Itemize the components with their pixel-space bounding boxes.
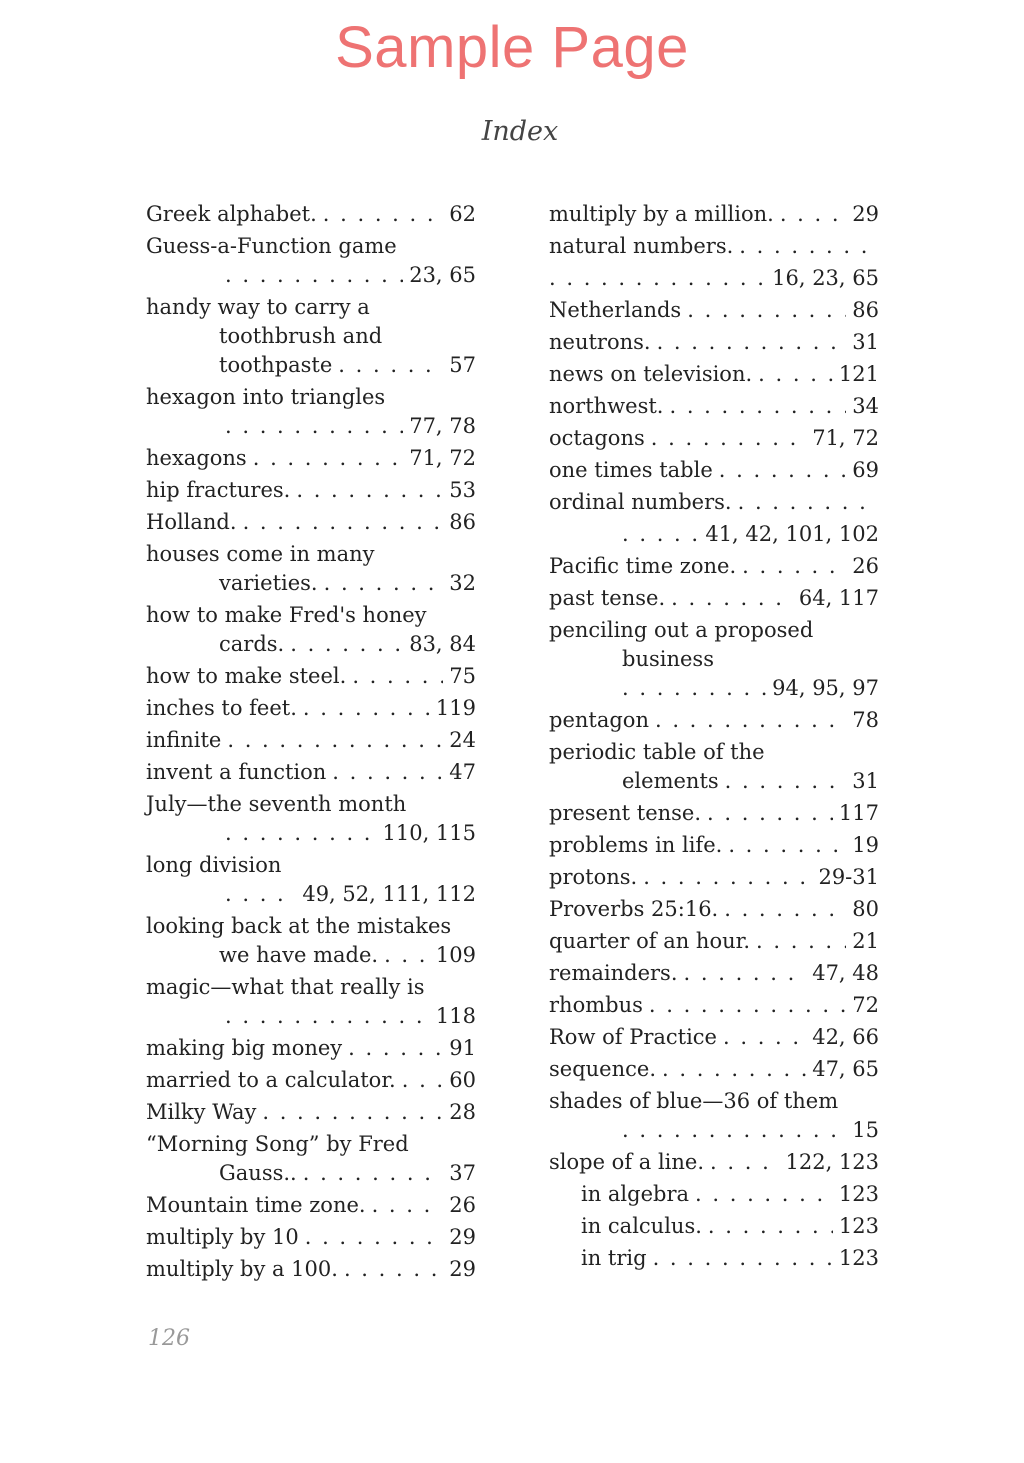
index-entry (146, 1221, 476, 1253)
index-entry (549, 989, 879, 1021)
entry-pages: 119 (435, 696, 476, 720)
entry-pages: 29 (852, 202, 879, 226)
entry-pages: 64, 117 (798, 586, 879, 610)
entry-term: one times table (549, 458, 713, 482)
entry-term: inches to feet. (146, 696, 297, 720)
entry-term-continued: varieties. (219, 571, 318, 595)
entry-term: hip fractures. (146, 478, 291, 502)
entry-pages: 34 (852, 394, 879, 418)
entry-term: natural numbers. (549, 234, 734, 258)
entry-term: protons. (549, 865, 638, 889)
entry-term: multiply by a 100. (146, 1257, 338, 1281)
entry-pages: 53 (449, 478, 476, 502)
entry-term-continued: we have made. (219, 943, 379, 967)
entry-term: houses come in many (146, 542, 375, 566)
entry-term: making big money (146, 1036, 343, 1060)
index-entry (146, 474, 476, 506)
index-entry (549, 614, 879, 704)
entry-pages: 26 (449, 1193, 476, 1217)
index-subentry (549, 1242, 879, 1274)
entry-term-continued: Gauss.. (219, 1161, 297, 1185)
entry-term: shades of blue—36 of them (549, 1089, 839, 1113)
entry-pages: 71, 72 (409, 446, 476, 470)
index-entry (146, 788, 476, 849)
entry-pages: 121 (838, 362, 879, 386)
index-entry (146, 1064, 476, 1096)
entry-term: pentagon (549, 708, 649, 732)
index-entry (146, 971, 476, 1032)
index-entry (146, 849, 476, 910)
index-subentry (549, 1178, 879, 1210)
entry-term: Holland. (146, 510, 237, 534)
entry-term-continued: elements (622, 769, 719, 793)
index-entry (549, 957, 879, 989)
entry-term-continued: toothbrush and (219, 324, 383, 348)
index-entry (549, 198, 879, 230)
entry-pages: 47, 48 (812, 961, 879, 985)
entry-pages: 71, 72 (812, 426, 879, 450)
entry-pages: 29 (449, 1225, 476, 1249)
entry-term: Netherlands (549, 298, 682, 322)
entry-pages: 26 (852, 554, 879, 578)
index-entry (549, 294, 879, 326)
entry-pages: 31 (852, 330, 879, 354)
entry-pages: 86 (449, 510, 476, 534)
index-entry (549, 1053, 879, 1085)
entry-pages: 28 (449, 1100, 476, 1124)
entry-pages: 123 (838, 1214, 879, 1238)
entry-pages: 47 (449, 760, 476, 784)
entry-term: rhombus (549, 993, 643, 1017)
entry-pages: 31 (852, 769, 879, 793)
entry-term: in calculus. (581, 1214, 702, 1238)
entry-term: penciling out a proposed (549, 618, 814, 642)
entry-pages: 123 (838, 1182, 879, 1206)
entry-term: how to make Fred's honey (146, 603, 427, 627)
index-entry (146, 442, 476, 474)
entry-pages: 94, 95, 97 (772, 676, 879, 700)
entry-term: hexagon into triangles (146, 385, 386, 409)
index-entry (146, 198, 476, 230)
entry-pages: 117 (838, 801, 879, 825)
entry-term: sequence. (549, 1057, 656, 1081)
index-entry (146, 506, 476, 538)
index-entry (549, 829, 879, 861)
index-entry (146, 1032, 476, 1064)
index-entry (549, 704, 879, 736)
entry-pages: 29 (449, 1257, 476, 1281)
index-entry (146, 1128, 476, 1189)
entry-term: northwest. (549, 394, 664, 418)
entry-pages: 86 (852, 298, 879, 322)
index-entry (549, 1146, 879, 1178)
entry-pages: 15 (852, 1118, 879, 1142)
entry-pages: 47, 65 (812, 1057, 879, 1081)
entry-pages: 62 (449, 202, 476, 226)
index-entry (146, 230, 476, 291)
entry-pages: 19 (852, 833, 879, 857)
entry-term: neutrons. (549, 330, 651, 354)
entry-pages: 118 (435, 1004, 476, 1028)
index-entry (549, 582, 879, 614)
entry-term: hexagons (146, 446, 247, 470)
entry-pages: 83, 84 (409, 632, 476, 656)
entry-pages: 49, 52, 111, 112 (302, 882, 476, 906)
entry-term: long division (146, 853, 282, 877)
index-entry (549, 1085, 879, 1146)
entry-term: handy way to carry a (146, 295, 370, 319)
entry-term: multiply by 10 (146, 1225, 299, 1249)
entry-term-continued: toothpaste (219, 353, 333, 377)
index-entry (549, 861, 879, 893)
index-entry (549, 326, 879, 358)
index-entry (549, 422, 879, 454)
entry-pages: 123 (838, 1246, 879, 1270)
entry-pages: 78 (852, 708, 879, 732)
index-entry (549, 925, 879, 957)
index-column-left (146, 198, 476, 1285)
entry-term: periodic table of the (549, 740, 765, 764)
index-entry (146, 1253, 476, 1285)
entry-pages: 37 (449, 1161, 476, 1185)
index-entry (549, 1021, 879, 1053)
entry-term: married to a calculator. (146, 1068, 396, 1092)
index-column-right (549, 198, 879, 1274)
index-entry (146, 1096, 476, 1128)
entry-term: octagons (549, 426, 645, 450)
index-entry (549, 454, 879, 486)
index-entry (146, 291, 476, 381)
entry-term: slope of a line. (549, 1150, 705, 1174)
index-entry (146, 910, 476, 971)
entry-term-continued: cards. (219, 632, 285, 656)
entry-term: looking back at the mistakes (146, 914, 452, 938)
entry-term: how to make steel. (146, 664, 347, 688)
entry-pages: 32 (449, 571, 476, 595)
entry-term: remainders. (549, 961, 678, 985)
index-entry (549, 797, 879, 829)
entry-term: invent a function (146, 760, 327, 784)
entry-term: past tense. (549, 586, 666, 610)
entry-pages: 72 (852, 993, 879, 1017)
entry-term: “Morning Song” by Fred (146, 1132, 409, 1156)
index-entry (549, 390, 879, 422)
entry-pages: 77, 78 (409, 414, 476, 438)
entry-term: in algebra (581, 1182, 690, 1206)
index-entry (146, 1189, 476, 1221)
index-entry (146, 381, 476, 442)
entry-term: ordinal numbers. (549, 490, 732, 514)
index-entry (549, 736, 879, 797)
entry-pages: 91 (449, 1036, 476, 1060)
index-entry (146, 692, 476, 724)
entry-pages: 42, 66 (812, 1025, 879, 1049)
entry-pages: 29-31 (818, 865, 879, 889)
index-entry (549, 550, 879, 582)
entry-term-continued: business (622, 647, 714, 671)
entry-term: multiply by a million. (549, 202, 774, 226)
index-entry (549, 230, 879, 294)
entry-pages: 41, 42, 101, 102 (705, 522, 879, 546)
sample-page-watermark: Sample Page (335, 15, 689, 80)
entry-pages: 23, 65 (409, 263, 476, 287)
entry-pages: 110, 115 (382, 821, 476, 845)
entry-term: July—the seventh month (146, 792, 407, 816)
entry-term: Mountain time zone. (146, 1193, 366, 1217)
entry-term: Row of Practice (549, 1025, 717, 1049)
entry-term: quarter of an hour. (549, 929, 751, 953)
index-entry (146, 660, 476, 692)
index-entry (549, 486, 879, 550)
index-entry (146, 756, 476, 788)
entry-pages: 80 (852, 897, 879, 921)
page-number: 126 (148, 1326, 190, 1351)
entry-term: Milky Way (146, 1100, 257, 1124)
entry-pages: 57 (449, 353, 476, 377)
entry-pages: 69 (852, 458, 879, 482)
entry-term: Pacific time zone. (549, 554, 737, 578)
entry-pages: 16, 23, 65 (772, 266, 879, 290)
entry-pages: 109 (435, 943, 476, 967)
entry-term: magic—what that really is (146, 975, 425, 999)
entry-pages: 75 (449, 664, 476, 688)
entry-term: present tense. (549, 801, 702, 825)
index-entry (146, 538, 476, 599)
entry-term: Guess-a-Function game (146, 234, 397, 258)
index-entry (549, 893, 879, 925)
entry-term: in trig (581, 1246, 647, 1270)
index-subentry (549, 1210, 879, 1242)
entry-term: Proverbs 25:16. (549, 897, 719, 921)
index-entry (146, 724, 476, 756)
entry-term: news on television. (549, 362, 753, 386)
entry-term: infinite (146, 728, 222, 752)
entry-pages: 21 (852, 929, 879, 953)
entry-term: Greek alphabet. (146, 202, 317, 226)
entry-pages: 122, 123 (785, 1150, 879, 1174)
index-entry (549, 358, 879, 390)
index-entry (146, 599, 476, 660)
entry-pages: 24 (449, 728, 476, 752)
index-heading: Index (481, 116, 559, 147)
entry-pages: 60 (449, 1068, 476, 1092)
entry-term: problems in life. (549, 833, 723, 857)
